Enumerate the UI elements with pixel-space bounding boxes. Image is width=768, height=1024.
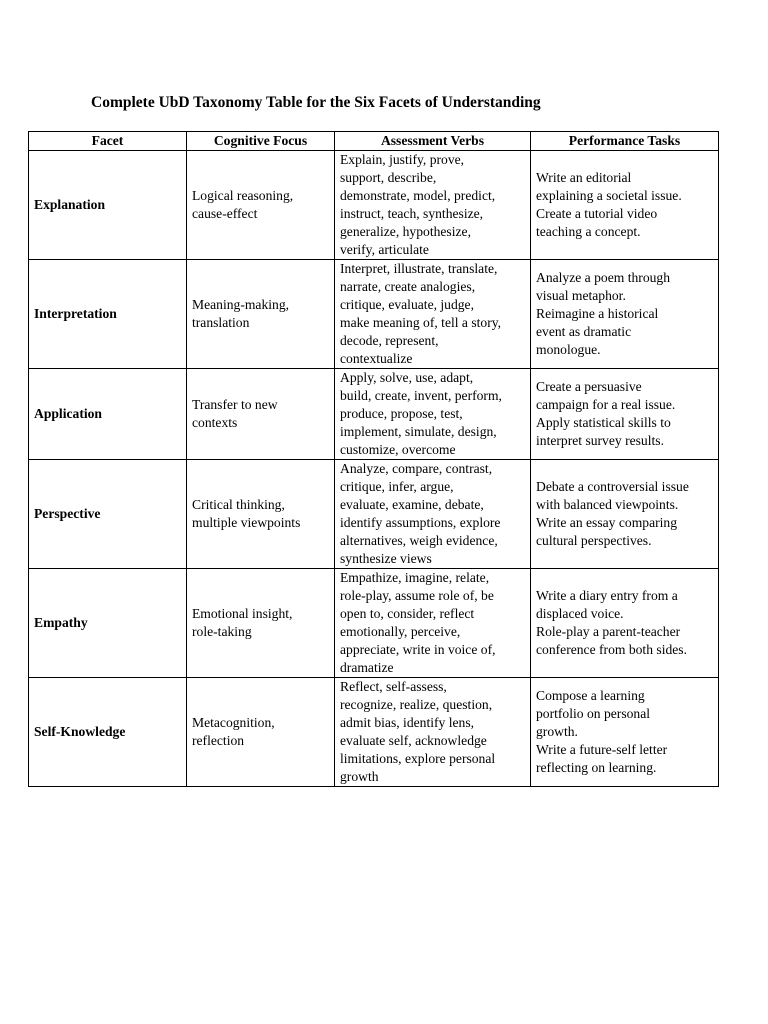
- table-row: [29, 460, 719, 569]
- header-cognitive-focus: Cognitive Focus: [187, 132, 335, 151]
- cognitive-focus-text: Metacognition, reflection: [192, 715, 275, 748]
- performance-tasks-text: Write an editorial explaining a societal issue. Create a tutorial video teaching a concept.: [536, 170, 682, 239]
- header-performance-tasks: Performance Tasks: [531, 132, 719, 151]
- assessment-verbs-text: Interpret, illustrate, translate, narrate, create analogies, critique, evaluate, judge, make meaning of, tell a story, decode, represent, contextualize: [340, 261, 502, 366]
- cognitive-focus-text: Meaning-making, translation: [192, 297, 290, 330]
- performance-tasks-text: Write a diary entry from a displaced voice. Role-play a parent-teacher conference from both sides.: [536, 588, 687, 657]
- facet-label: Interpretation: [34, 306, 117, 321]
- performance-tasks-text: Debate a controversial issue with balanced viewpoints. Write an essay comparing cultural perspectives.: [536, 479, 689, 548]
- header-facet: Facet: [29, 132, 187, 151]
- verbs-cell: [335, 460, 531, 569]
- table-row: [29, 369, 719, 460]
- table-row: [29, 678, 719, 787]
- assessment-verbs-text: Analyze, compare, contrast, critique, infer, argue, evaluate, examine, debate, identify assumptions, explore alternatives, weigh evidence, synthesize views: [340, 461, 501, 566]
- facet-cell: [29, 569, 187, 678]
- focus-cell: [187, 369, 335, 460]
- ubd-taxonomy-table: [28, 131, 719, 787]
- cognitive-focus-text: Transfer to new contexts: [192, 397, 278, 430]
- tasks-cell: [531, 678, 719, 787]
- document-title: Complete UbD Taxonomy Table for the Six Facets of Understanding: [91, 94, 541, 111]
- focus-cell: [187, 678, 335, 787]
- tasks-cell: [531, 151, 719, 260]
- performance-tasks-text: Compose a learning portfolio on personal growth. Write a future-self letter reflecting on learning.: [536, 688, 668, 775]
- facet-label: Perspective: [34, 506, 101, 521]
- focus-cell: [187, 151, 335, 260]
- focus-cell: [187, 260, 335, 369]
- focus-cell: [187, 460, 335, 569]
- verbs-cell: [335, 151, 531, 260]
- verbs-cell: [335, 369, 531, 460]
- facet-label: Empathy: [34, 615, 88, 630]
- table-row: [29, 260, 719, 369]
- facet-cell: [29, 369, 187, 460]
- verbs-cell: [335, 569, 531, 678]
- tasks-cell: [531, 569, 719, 678]
- verbs-cell: [335, 260, 531, 369]
- verbs-cell: [335, 678, 531, 787]
- facet-label: Self-Knowledge: [34, 724, 126, 739]
- focus-cell: [187, 569, 335, 678]
- facet-label: Application: [34, 406, 102, 421]
- facet-cell: [29, 260, 187, 369]
- cognitive-focus-text: Logical reasoning, cause-effect: [192, 188, 294, 221]
- performance-tasks-text: Create a persuasive campaign for a real issue. Apply statistical skills to interpret survey results.: [536, 379, 676, 448]
- facet-cell: [29, 678, 187, 787]
- tasks-cell: [531, 260, 719, 369]
- performance-tasks-text: Analyze a poem through visual metaphor. Reimagine a historical event as dramatic monologue.: [536, 270, 671, 357]
- table-row: [29, 151, 719, 260]
- assessment-verbs-text: Reflect, self-assess, recognize, realize, question, admit bias, identify lens, evaluate self, acknowledge limitations, explore personal growth: [340, 679, 496, 784]
- table-row: [29, 569, 719, 678]
- cognitive-focus-text: Emotional insight, role-taking: [192, 606, 293, 639]
- facet-label: Explanation: [34, 197, 106, 212]
- assessment-verbs-text: Empathize, imagine, relate, role-play, assume role of, be open to, consider, reflect emotionally, perceive, appreciate, write in voice of, dramatize: [340, 570, 496, 675]
- tasks-cell: [531, 369, 719, 460]
- cognitive-focus-text: Critical thinking, multiple viewpoints: [192, 497, 301, 530]
- table-header-row: [29, 132, 719, 151]
- facet-cell: [29, 460, 187, 569]
- tasks-cell: [531, 460, 719, 569]
- assessment-verbs-text: Apply, solve, use, adapt, build, create, invent, perform, produce, propose, test, implement, simulate, design, customize, overcome: [340, 370, 502, 457]
- header-assessment-verbs: Assessment Verbs: [335, 132, 531, 151]
- assessment-verbs-text: Explain, justify, prove, support, describe, demonstrate, model, predict, instruct, teach, synthesize, generalize, hypothesize, verify, articulate: [340, 152, 496, 257]
- facet-cell: [29, 151, 187, 260]
